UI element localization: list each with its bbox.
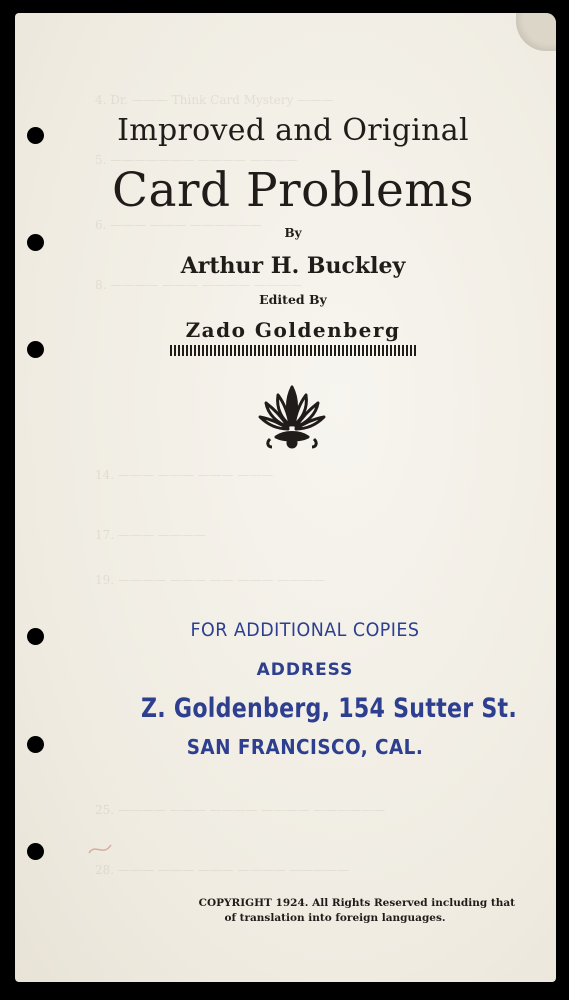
by-label: By (284, 226, 302, 240)
punch-hole-3 (27, 341, 44, 358)
show-through-text: 5. ——————— ———— ———— (95, 153, 298, 167)
punch-hole-2 (27, 234, 44, 251)
show-through-text: 17. ——— ———— (95, 528, 206, 542)
decorative-rule (170, 345, 417, 356)
stamp-address-label: ADDRESS (256, 660, 354, 680)
copyright-notice (75, 896, 515, 926)
show-through-text: 28. ——— ——— ——— ———— ————— (95, 863, 350, 877)
author-name: Arthur H. Buckley (180, 253, 406, 279)
title-line-1: Improved and Original (117, 113, 469, 148)
show-through-text: 25. ———— ——— ———— ———— —————— (95, 803, 386, 817)
copyright-line-2: of translation into foreign languages. (224, 912, 446, 924)
title-line-2: Card Problems (112, 163, 474, 218)
stamp-street-address: Z. Goldenberg, 154 Sutter St. (141, 693, 518, 724)
stamp-additional-copies: FOR ADDITIONAL COPIES (190, 619, 420, 641)
stamp-city: SAN FRANCISCO, CAL. (186, 735, 424, 759)
copyright-line-1: COPYRIGHT 1924. All Rights Reserved including that (198, 897, 515, 909)
red-smudge-mark (85, 833, 125, 863)
punch-hole-5 (27, 736, 44, 753)
edited-by-label: Edited By (259, 292, 327, 307)
show-through-text: 6. ——— ——— —————— (95, 218, 262, 232)
show-through-text: 8. ———— ——— ———— ———— (95, 278, 302, 292)
show-through-text: 19. ———— ——— —— ——— ———— (95, 573, 326, 587)
show-through-text: 14. ——— ——— ——— ——— (95, 468, 274, 482)
booklet-cover (15, 13, 556, 982)
editor-name: Zado Goldenberg (185, 318, 401, 342)
punch-hole-4 (27, 628, 44, 645)
lotus-ornament-icon (256, 379, 328, 451)
punch-hole-1 (27, 127, 44, 144)
show-through-text: 4. Dr. ——— Think Card Mystery ——— (95, 93, 334, 107)
punch-hole-6 (27, 843, 44, 860)
dog-eared-corner (516, 13, 556, 51)
